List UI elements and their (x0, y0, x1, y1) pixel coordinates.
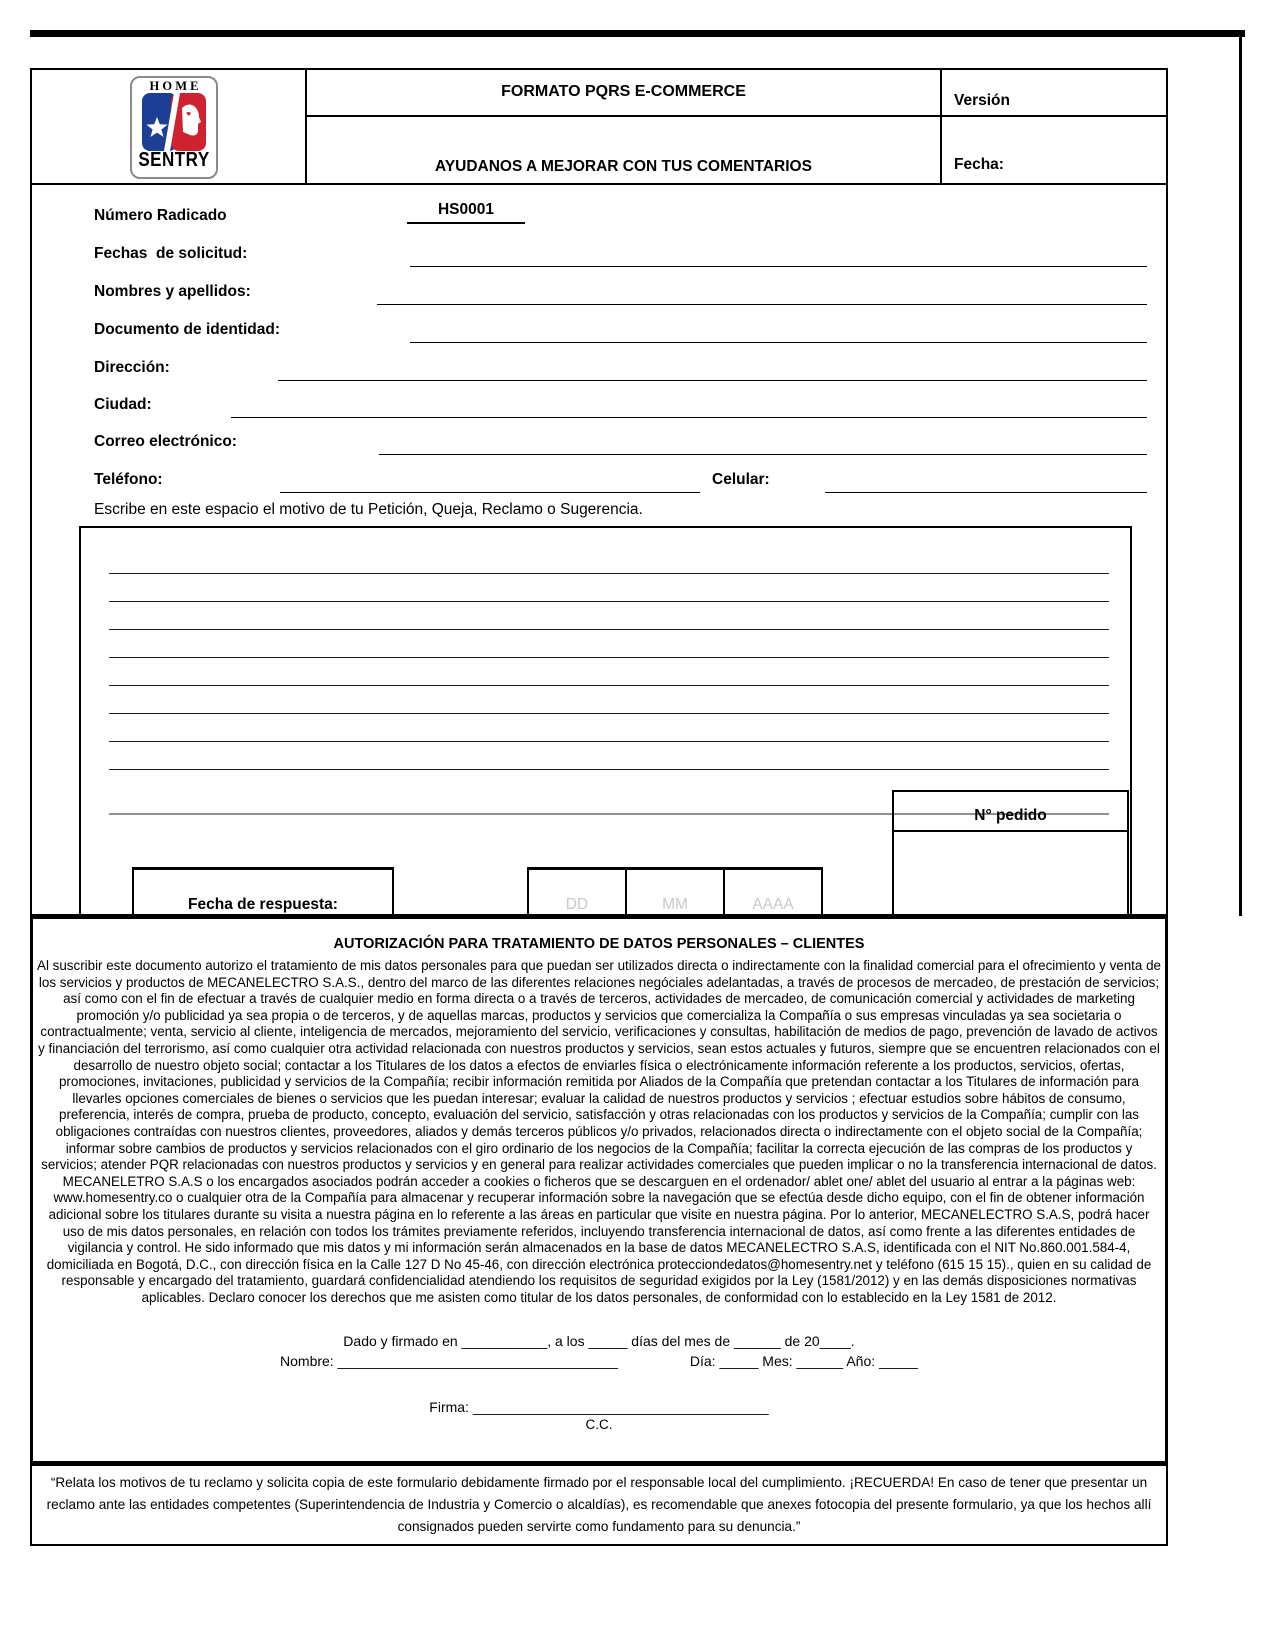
header-table (30, 68, 1168, 185)
authorization-section (30, 916, 1168, 1464)
order-number-label: N° pedido (894, 792, 1127, 832)
response-date-cells (527, 867, 823, 916)
field-line-documento (410, 342, 1147, 343)
writing-line (109, 573, 1109, 574)
logo-sentry-text: SENTRY (138, 148, 210, 171)
field-line-nombres (377, 304, 1147, 305)
field-line-correo (379, 454, 1147, 455)
writing-line (109, 769, 1109, 770)
form-body (30, 185, 1168, 916)
writing-line (109, 685, 1109, 686)
name-line: Nombre: ____________________________________ (280, 1353, 618, 1369)
form-title: FORMATO PQRS E-COMMERCE (501, 83, 746, 100)
header-divider-vertical-2 (940, 70, 942, 183)
field-label-ciudad: Ciudad: (94, 396, 152, 413)
authorization-body: Al suscribir este documento autorizo el tratamiento de mis datos personales para que puedan ser utilizados directa o indirectamente con la finalidad comercial para el ofrecimiento y venta de los servicios y productos de MECANELECTRO S.A.S., dentro del marco de las diferentes relaciones negóciales adelantadas, a través de procesos de mercadeo, de prestación de servicios; así como con el fin de efectuar a través de cualquier medio en forma directa o a través de terceros, actividades de mercadeo, de comunicación comercial y actividades de marketing promoción y/o publicidad ya sea propia o de terceros, y de aquellas marcas, productos y servicios que comercializa la Compañía o sus empresas vinculadas ya sea societaria o contractualmente; venta, servicio al cliente, inteligencia de mercados, mejoramiento del servicio, verificaciones y consultas, habilitación de medios de pago, prevención de lavado de activos y financiación del terrorismo, así como cualquier otra actividad relacionada con nuestros productos y servicios, sean estos actuales y futuros, siempre que se encuentren relacionados con el desarrollo de nuestro objeto social; contactar a los Titulares de los datos a efectos de enviarles física o electrónicamente información referente a los productos, servicios, ofertas, promociones, invitaciones, publicidad y servicios de la Compañía; recibir información remitida por Aliados de la Compañía que pretendan contactar a los Titulares de información para llevarles opciones comerciales de bienes o servicios que les puedan interesar; evaluar la calidad de nuestros productos y servicios ; efectuar estudios sobre hábitos de consumo, preferencia, interés de compra, prueba de producto, concepto, evaluación del servicio, satisfacción y otras relacionadas con los productos y servicios de la Compañía; cumplir con las obligaciones contraídas con nuestros clientes, proveedores, aliados y demás terceros públicos y/o privados, relacionados directa o indirectamente con el objeto social de la Compañía; informar sobre cambios de productos y servicios relacionados con el giro ordinario de los negocios de la Compañía; facilitar la correcta ejecución de las compras de los productos y servicios; atender PQR relacionadas con nuestros productos y servicios y en general para realizar actividades comerciales que pueden implicar o no la transferencia internacional de datos. MECANELETRO S.A.S o los encargados asociados podrán acceder a cookies o ficheros que se descarguen en el ordenador/ ablet one/ ablet del usuario al entrar a la páginas web: www.homesentry.co o cualquier otra de la Compañía para almacenar y recuperar información sobre la navegación que se efectúa desde dicho equipo, con el fin de obtener información adicional sobre los titulares durante su visita a nuestra página en lo referente a las áreas en particular que visite en nuestra página. Por lo anterior, MECANELECTRO S.A.S, podrá hacer uso de mis datos personales, en relación con todos los trámites previamente referidos, incluyendo transferencia internacional de datos, así como frente a las diferentes entidades de vigilancia y control. He sido informado que mis datos y mi información serán almacenados en la base de datos MECANELECTRO S.A.S, identificada con el NIT No.860.001.584-4, domiciliada en Bogotá, D.C., con dirección física en la Calle 127 D No 45-46, con dirección electrónica protecciondedatos@homesentry.net y teléfono (615 15 15)., quien en su calidad de responsable y encargado del tratamiento, guardará confidencialidad atendiendo los requisitos de seguridad exigidos por la Ley (1581/2012) y en las demás disposiciones normativas aplicables. Declaro conocer los derechos que me asisten como titular de los datos personales, de conformidad con lo establecido en la Ley 1581 de 2012. (37, 958, 1161, 1305)
writing-line (109, 741, 1109, 742)
field-line-direccion (278, 380, 1147, 381)
date-cell-month: MM (625, 870, 723, 916)
date-cell-year: AAAA (723, 870, 821, 916)
field-label-fecha-solicitud: Fechas de solicitud: (94, 245, 248, 262)
field-label-telefono: Teléfono: (94, 471, 163, 488)
page-right-border (1239, 30, 1242, 916)
day-month-year-line: Día: _____ Mes: ______ Año: _____ (689, 1353, 918, 1369)
field-line-telefono (280, 492, 700, 493)
signature-line: Firma: ______________________________________ (429, 1399, 769, 1415)
footer-note-text: “Relata los motivos de tu reclamo y solicita copia de este formulario debidamente firmado por el responsable local del cumplimiento. ¡RECUERDA! En caso de tener que presentar un reclamo ante las entidades competentes (Superintendencia de Industria y Comercio o alcaldías), es recomendable que anexes fotocopia del presente formulario, ya que los hechos allí consignados pueden servirte como fundamento para su denuncia.” (46, 1475, 1152, 1534)
field-label-radicado: Número Radicado (94, 207, 227, 224)
writing-line (109, 601, 1109, 602)
field-label-celular: Celular: (712, 471, 770, 488)
version-label: Versión (954, 92, 1010, 109)
field-label-correo: Correo electrónico: (94, 433, 237, 450)
field-value-radicado: HS0001 (407, 201, 525, 224)
form-subtitle: AYUDANOS A MEJORAR CON TUS COMENTARIOS (435, 158, 812, 175)
motive-instruction: Escribe en este espacio el motivo de tu Petición, Queja, Reclamo o Sugerencia. (94, 501, 643, 518)
field-label-direccion: Dirección: (94, 359, 170, 376)
writing-line (109, 657, 1109, 658)
signed-at-line: Dado y firmado en ___________, a los _____ días del mes de ______ de 20____. (343, 1333, 855, 1349)
home-sentry-logo (130, 76, 218, 179)
field-line-ciudad (231, 417, 1147, 418)
date-label: Fecha: (954, 156, 1004, 173)
response-date-label: Fecha de respuesta: (188, 896, 338, 913)
order-number-box (892, 790, 1129, 916)
home-sentry-emblem-icon (141, 93, 207, 151)
logo-home-text: H O M E (149, 79, 199, 93)
writing-line (109, 629, 1109, 630)
footer-note-box (30, 1464, 1168, 1546)
field-line-fecha-solicitud (410, 266, 1147, 267)
cc-label: C.C. (585, 1417, 613, 1432)
field-label-documento: Documento de identidad: (94, 321, 280, 338)
signature-block (33, 1333, 1165, 1432)
writing-line (109, 713, 1109, 714)
header-divider-horizontal (305, 115, 1166, 117)
field-label-nombres: Nombres y apellidos: (94, 283, 251, 300)
field-line-celular (825, 492, 1147, 493)
page-top-border (30, 30, 1245, 37)
date-cell-day: DD (565, 896, 589, 913)
response-date-box (132, 867, 394, 916)
authorization-title: AUTORIZACIÓN PARA TRATAMIENTO DE DATOS PERSONALES – CLIENTES (333, 936, 865, 952)
